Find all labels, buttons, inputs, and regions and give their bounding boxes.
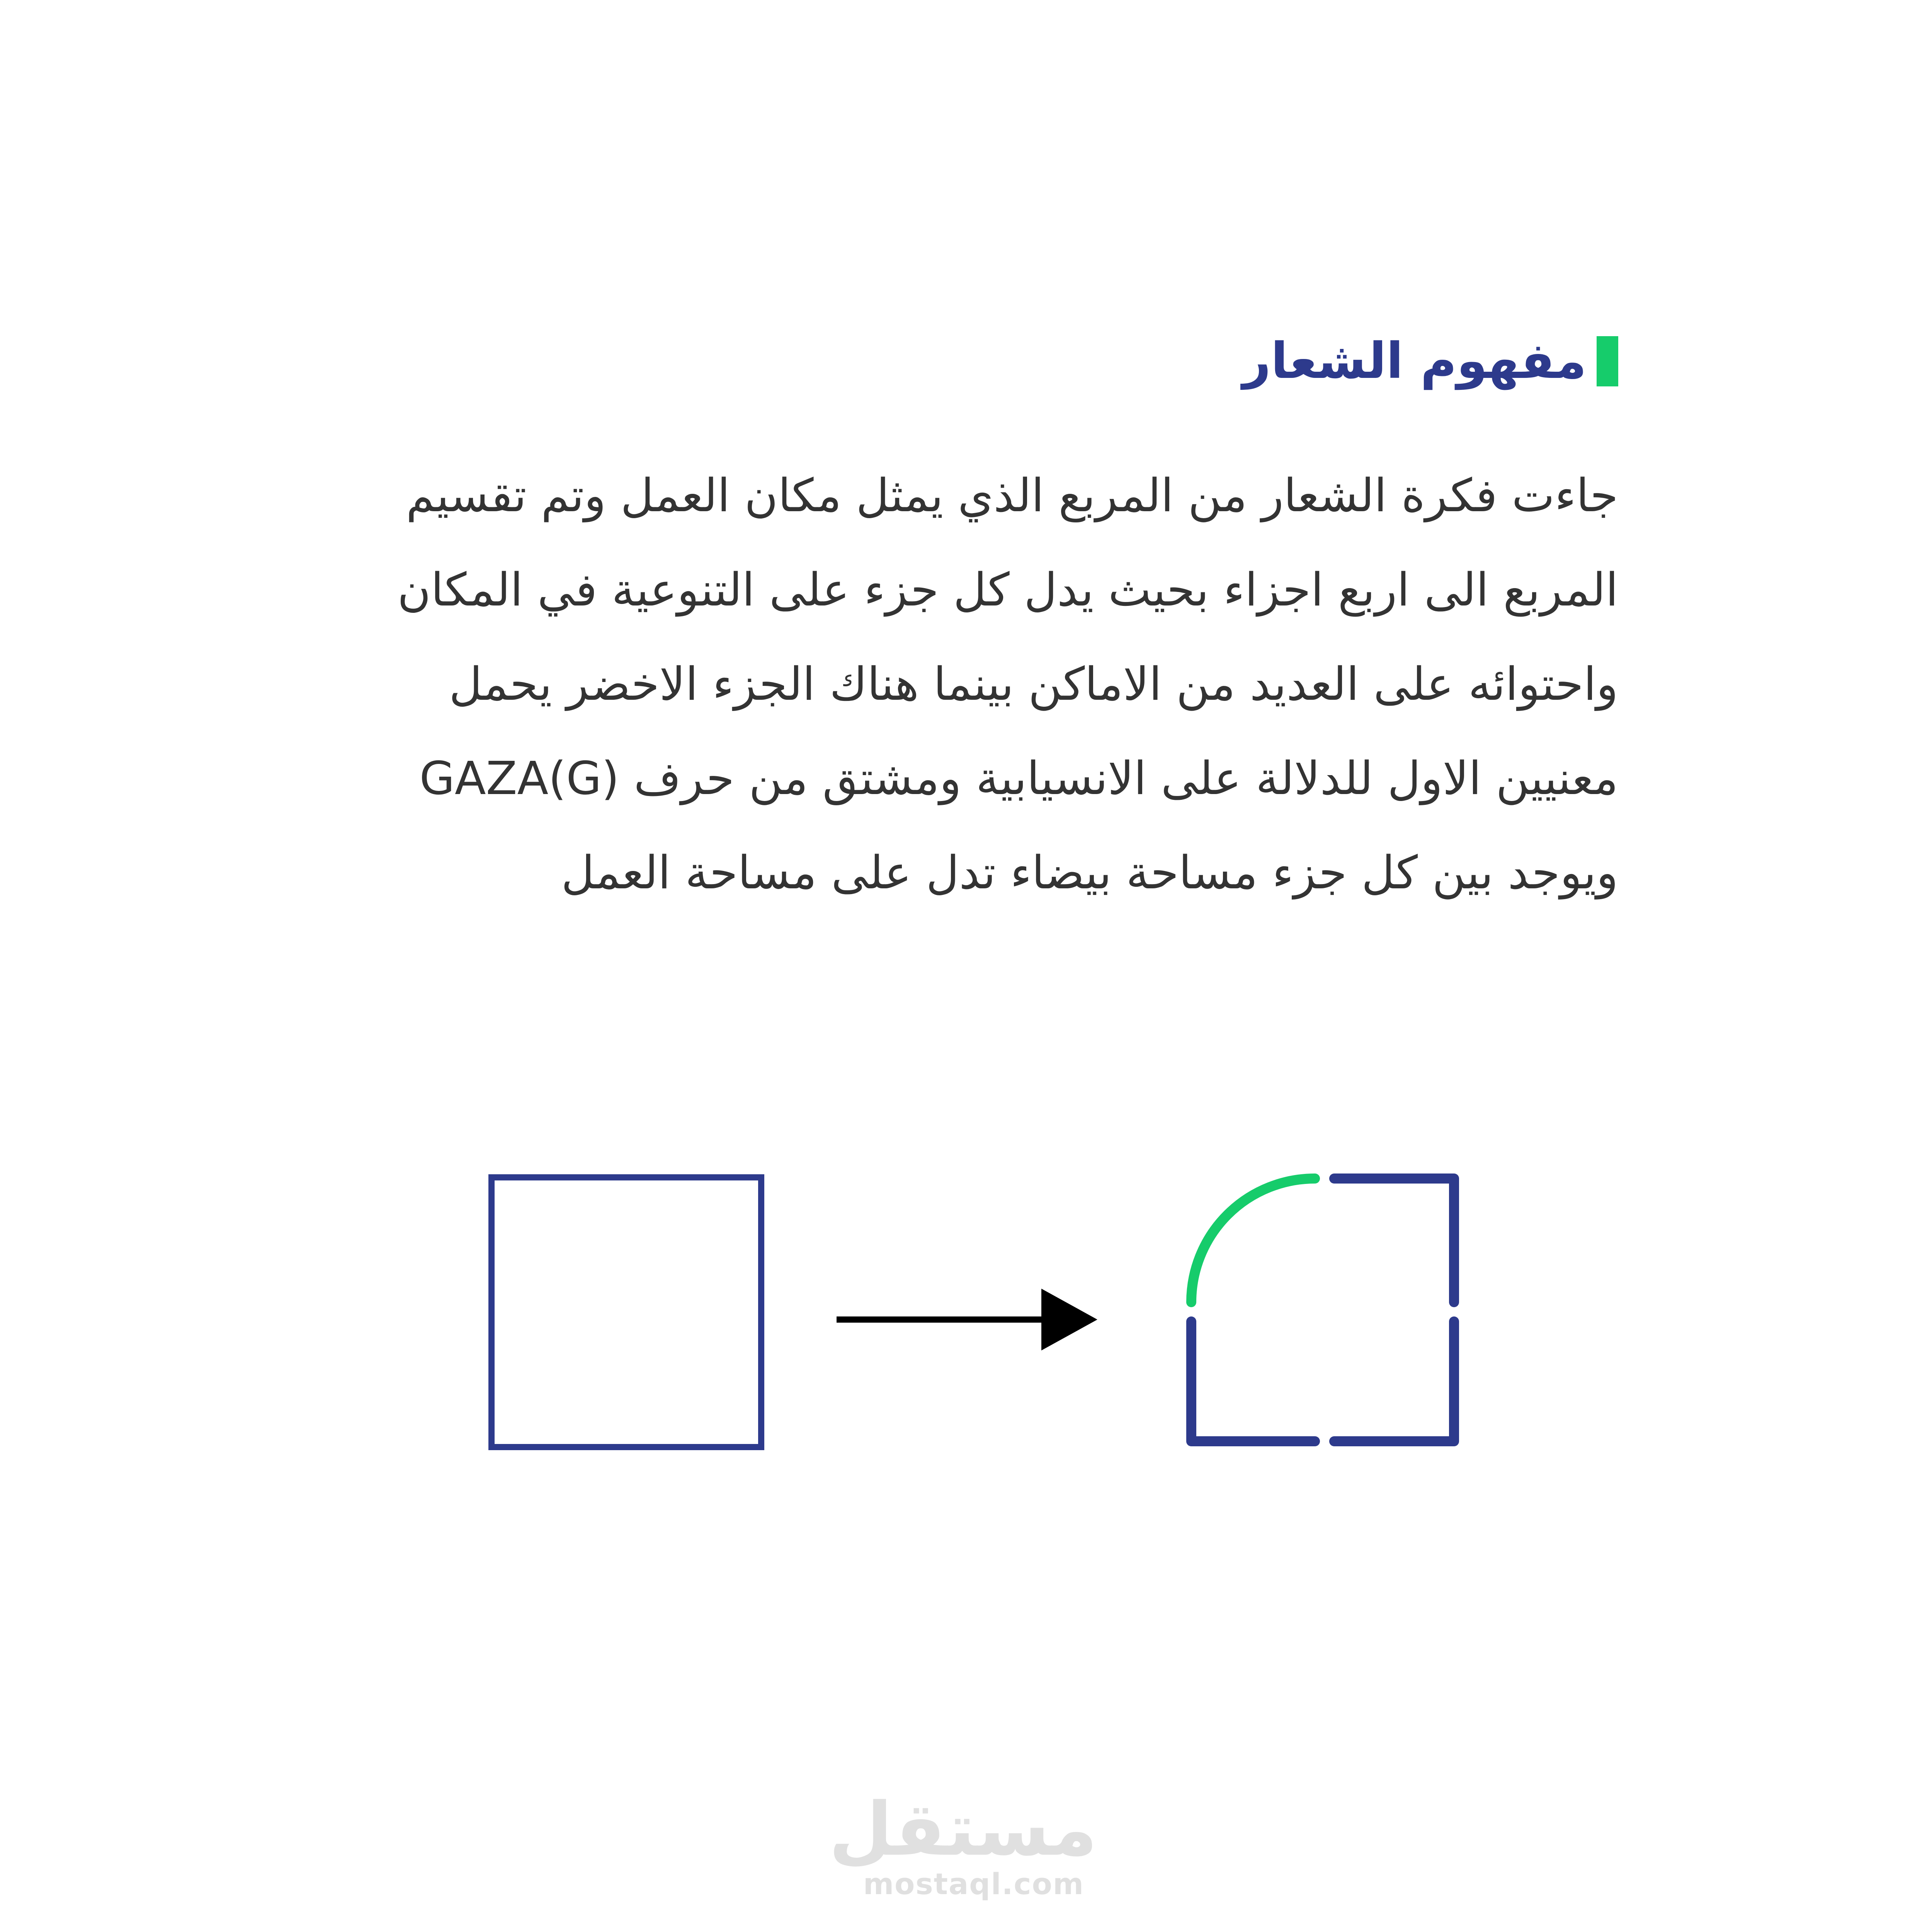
bottom-left-segment [1191, 1321, 1315, 1441]
description-line-2: المربع الى اربع اجزاء بحيث يدل كل جزء على التنوعية في المكان [397, 563, 1618, 616]
bottom-right-segment [1334, 1321, 1454, 1441]
watermark-logo: مستقل [829, 1787, 1097, 1872]
watermark-url: mostaql.com [863, 1867, 1085, 1901]
square-outline-icon [492, 1177, 761, 1447]
description-line-5: ويوجد بين كل جزء مساحة بيضاء تدل على مساحة العمل [561, 846, 1618, 899]
description-line-4: معنيين الاول للدلالة على الانسيابية ومشتق من حرف (GAZA(G [419, 752, 1618, 805]
split-square-logo-icon [1191, 1179, 1454, 1441]
green-arc-segment [1191, 1179, 1315, 1302]
mostaql-watermark [829, 1787, 1097, 1901]
arrow-right-icon [837, 1289, 1097, 1350]
description-line-1: جاءت فكرة الشعار من المربع الذي يمثل مكان العمل وتم تقسيم [406, 469, 1618, 522]
top-right-segment [1334, 1179, 1454, 1302]
description-line-3: واحتوائه على العديد من الاماكن بينما هناك الجزء الاخضر يحمل [449, 657, 1618, 711]
heading-title: مفهوم الشعار [1242, 332, 1587, 390]
